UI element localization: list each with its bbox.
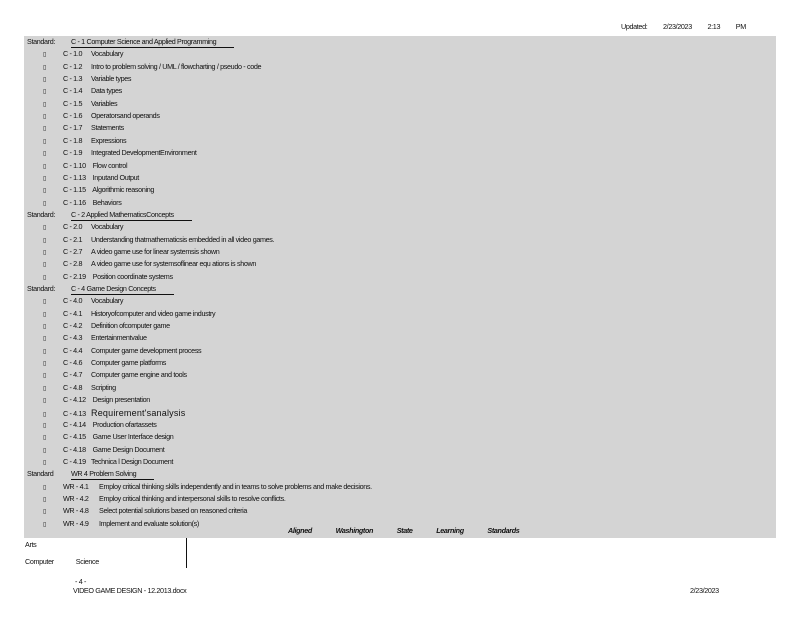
item-text: Definition ofcomputer game — [91, 321, 170, 331]
bullet-box-icon: ▯ — [43, 188, 46, 195]
standard-item — [43, 295, 123, 307]
item-code: WR - 4.1 — [63, 481, 89, 491]
item-text: Vocabulary — [91, 222, 124, 232]
bullet-box-icon: ▯ — [43, 101, 46, 108]
standard-item — [43, 271, 173, 283]
item-text: A video game use for systemsoflinear equ ations is shown — [91, 259, 256, 269]
standard-item — [43, 320, 170, 332]
bullet-box-icon: ▯ — [43, 77, 46, 84]
item-code: C - 2.7 — [63, 246, 83, 256]
standard-item — [43, 505, 247, 517]
bullet-box-icon: ▯ — [43, 435, 46, 442]
item-code: C - 1.5 — [63, 98, 83, 108]
standard-item — [43, 308, 215, 320]
standard-label: Standard: — [27, 37, 56, 46]
item-text: Game Design Document — [91, 444, 165, 454]
standards-panel — [24, 36, 776, 538]
item-text: Historyofcomputer and video game industry — [91, 308, 216, 318]
bullet-box-icon: ▯ — [43, 324, 46, 331]
standard-heading — [27, 283, 174, 295]
item-text: Requirement'sanalysis — [91, 407, 186, 418]
item-text: Computer game engine and tools — [91, 370, 187, 380]
bullet-box-icon: ▯ — [43, 422, 46, 429]
item-code: C - 1.0 — [63, 49, 83, 59]
standard-item — [43, 221, 123, 233]
item-text: Select potential solutions based on reasoned criteria — [99, 506, 248, 516]
standard-item — [43, 382, 116, 394]
item-text: Technica l Design Document — [91, 456, 173, 466]
item-text: Scripting — [91, 382, 116, 392]
bullet-box-icon: ▯ — [43, 299, 46, 306]
item-code: C - 2.8 — [63, 259, 83, 269]
standard-item — [43, 172, 139, 184]
bullet-box-icon: ▯ — [43, 138, 46, 145]
standard-item — [43, 110, 160, 122]
item-text: Vocabulary — [91, 49, 124, 59]
bullet-box-icon: ▯ — [43, 496, 46, 503]
bullet-box-icon: ▯ — [43, 336, 46, 343]
bullet-box-icon: ▯ — [43, 151, 46, 158]
footer-date: 2/23/2023 — [690, 586, 719, 595]
bullet-box-icon: ▯ — [43, 398, 46, 405]
bullet-box-icon: ▯ — [43, 484, 46, 491]
standard-title: C - 4 Game Design Concepts — [71, 284, 174, 295]
aligned-word: Learning — [436, 526, 464, 535]
standard-item — [43, 394, 150, 406]
updated-stamp — [621, 22, 760, 31]
page-number: - 4 - — [75, 577, 87, 586]
item-text: Integrated DevelopmentEnvironment — [91, 148, 197, 158]
aligned-word: State — [396, 526, 413, 535]
item-text: Production ofartassets — [91, 419, 157, 429]
bullet-box-icon: ▯ — [43, 459, 46, 466]
item-code: C - 1.3 — [63, 74, 83, 84]
item-text: Position coordinate systems — [91, 271, 173, 281]
standard-item — [43, 246, 219, 258]
standard-label: Standard — [27, 469, 54, 479]
standard-item — [43, 73, 131, 85]
item-code: C - 4.6 — [63, 358, 83, 368]
category-computer: Computer — [25, 557, 54, 566]
item-text: Operatorsand operands — [91, 111, 160, 121]
item-code: C - 1.8 — [63, 135, 83, 145]
standard-item — [43, 197, 121, 209]
item-code: C - 4.14 — [63, 419, 86, 429]
item-code: C - 4.8 — [63, 382, 83, 392]
item-text: Data types — [91, 86, 122, 96]
item-code: C - 4.0 — [63, 296, 83, 306]
standard-item — [43, 48, 123, 60]
standard-item — [43, 332, 147, 344]
standard-heading — [27, 468, 154, 480]
item-code: C - 4.3 — [63, 333, 83, 343]
standard-item — [43, 258, 256, 270]
standard-item — [43, 345, 201, 357]
item-text: Vocabulary — [91, 296, 124, 306]
bullet-box-icon: ▯ — [43, 385, 46, 392]
standard-item — [43, 431, 173, 443]
standard-item — [43, 122, 124, 134]
standard-heading — [27, 36, 234, 48]
item-code: C - 1.13 — [63, 172, 86, 182]
item-text: Computer game development process — [91, 345, 202, 355]
item-text: Understanding thatmathematicsis embedded in all video games. — [91, 234, 275, 244]
category-science: Science — [75, 557, 99, 566]
item-code: C - 4.15 — [63, 432, 86, 442]
aligned-word: Standards — [487, 526, 520, 535]
bullet-box-icon: ▯ — [43, 274, 46, 281]
item-text: Design presentation — [91, 395, 150, 405]
aligned-word: Washington — [335, 526, 374, 535]
standard-item — [43, 493, 285, 505]
item-code: C - 1.4 — [63, 86, 83, 96]
item-code: C - 1.6 — [63, 111, 83, 121]
bullet-box-icon: ▯ — [43, 89, 46, 96]
item-code: C - 1.7 — [63, 123, 83, 133]
item-code: C - 1.15 — [63, 185, 86, 195]
standard-title: C - 1 Computer Science and Applied Programming — [71, 37, 234, 48]
bullet-box-icon: ▯ — [43, 64, 46, 71]
item-text: Entertainmentvalue — [91, 333, 147, 343]
standard-item — [43, 85, 122, 97]
updated-label: Updated: — [621, 22, 648, 31]
item-code: C - 2.1 — [63, 234, 83, 244]
item-code: C - 2.19 — [63, 271, 86, 281]
item-code: WR - 4.2 — [63, 493, 89, 503]
bullet-box-icon: ▯ — [43, 411, 46, 418]
standard-item — [43, 98, 117, 110]
item-code: C - 4.7 — [63, 370, 83, 380]
bullet-box-icon: ▯ — [43, 52, 46, 59]
standard-item — [43, 147, 197, 159]
standard-item — [43, 407, 185, 419]
bullet-box-icon: ▯ — [43, 521, 46, 528]
bullet-box-icon: ▯ — [43, 114, 46, 121]
item-code: C - 4.2 — [63, 321, 83, 331]
item-code: WR - 4.9 — [63, 518, 89, 528]
bullet-box-icon: ▯ — [43, 509, 46, 516]
standard-item — [43, 369, 187, 381]
item-text: Employ critical thinking and interpersonal skills to resolve conflicts. — [99, 493, 286, 503]
item-code: C - 4.1 — [63, 308, 83, 318]
standard-title: WR 4 Problem Solving — [71, 469, 154, 480]
standard-item — [43, 419, 156, 431]
item-code: C - 4.18 — [63, 444, 86, 454]
standard-item — [43, 456, 173, 468]
category-arts: Arts — [25, 540, 37, 549]
item-text: Inputand Output — [91, 172, 139, 182]
standard-item — [43, 234, 274, 246]
standard-item — [43, 184, 154, 196]
bullet-box-icon: ▯ — [43, 348, 46, 355]
standard-item — [43, 481, 372, 493]
item-text: Variable types — [91, 74, 132, 84]
bullet-box-icon: ▯ — [43, 225, 46, 232]
item-code: C - 4.4 — [63, 345, 83, 355]
standard-item — [43, 135, 126, 147]
standard-item — [43, 61, 261, 73]
bullet-box-icon: ▯ — [43, 175, 46, 182]
item-text: Statements — [91, 123, 124, 133]
updated-date: 2/23/2023 — [663, 22, 692, 31]
bullet-box-icon: ▯ — [43, 249, 46, 256]
bullet-box-icon: ▯ — [43, 237, 46, 244]
updated-time: 2:13 — [707, 22, 721, 31]
bullet-box-icon: ▯ — [43, 447, 46, 454]
item-code: C - 4.19 — [63, 456, 86, 466]
aligned-word: Aligned — [288, 526, 312, 535]
item-text: A video game use for linear systemsis shown — [91, 246, 220, 256]
bullet-box-icon: ▯ — [43, 262, 46, 269]
aligned-standards-caption — [288, 526, 541, 535]
item-text: Implement and evaluate solution(s) — [99, 518, 199, 528]
bullet-box-icon: ▯ — [43, 311, 46, 318]
item-code: C - 4.13 — [63, 408, 86, 418]
standard-item — [43, 160, 127, 172]
bullet-box-icon: ▯ — [43, 200, 46, 207]
standard-title: C - 2 Applied MathematicsConcepts — [71, 210, 192, 221]
standard-item — [43, 444, 164, 456]
bullet-box-icon: ▯ — [43, 126, 46, 133]
item-text: Flow control — [91, 160, 128, 170]
item-text: Intro to problem solving / UML / flowcharting / pseudo - code — [91, 61, 262, 71]
item-code: C - 1.10 — [63, 160, 86, 170]
standard-label: Standard: — [27, 209, 56, 219]
footer-filename: VIDEO GAME DESIGN - 12.2013.docx — [73, 586, 187, 595]
item-text: Computer game platforms — [91, 358, 167, 368]
item-code: WR - 4.8 — [63, 506, 89, 516]
standard-item — [43, 357, 166, 369]
item-text: Algorithmic reasoning — [91, 185, 155, 195]
item-text: Employ critical thinking skills independently and in teams to solve problems and make decisions. — [99, 481, 372, 491]
bullet-box-icon: ▯ — [43, 361, 46, 368]
bullet-box-icon: ▯ — [43, 163, 46, 170]
item-text: Expressions — [91, 135, 127, 145]
item-text: Variables — [91, 98, 118, 108]
item-code: C - 1.16 — [63, 197, 86, 207]
standard-label: Standard: — [27, 284, 56, 293]
item-code: C - 2.0 — [63, 222, 83, 232]
bullet-box-icon: ▯ — [43, 373, 46, 380]
category-computer-science — [25, 557, 99, 566]
category-divider — [186, 538, 187, 568]
standard-item — [43, 518, 199, 530]
item-text: Game User Interface design — [91, 432, 174, 442]
item-text: Behaviors — [91, 197, 122, 207]
item-code: C - 1.9 — [63, 148, 83, 158]
item-code: C - 1.2 — [63, 61, 83, 71]
updated-ampm: PM — [735, 22, 746, 31]
item-code: C - 4.12 — [63, 395, 86, 405]
standard-heading — [27, 209, 192, 221]
